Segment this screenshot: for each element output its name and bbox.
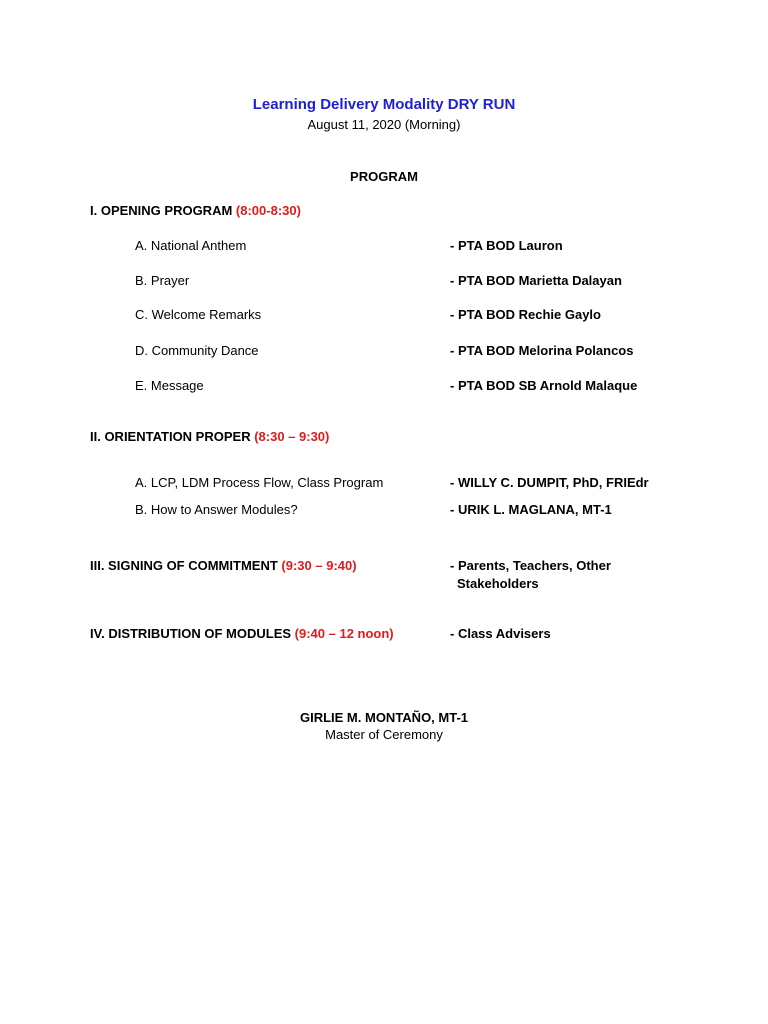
program-item-person: - PTA BOD Melorina Polancos xyxy=(450,343,634,358)
document-date: August 11, 2020 (Morning) xyxy=(307,117,461,132)
program-item-label: D. Community Dance xyxy=(135,343,259,358)
section-person: - Class Advisers xyxy=(450,626,551,641)
section-label: II. ORIENTATION PROPER xyxy=(90,429,251,444)
program-item-person: - WILLY C. DUMPIT, PhD, FRIEdr xyxy=(450,475,649,490)
program-item-person: - PTA BOD Lauron xyxy=(450,238,563,253)
program-heading: PROGRAM xyxy=(350,169,418,184)
section-person-continued: Stakeholders xyxy=(457,576,539,591)
section-signing-of-commitment xyxy=(90,558,357,573)
program-item-label: A. LCP, LDM Process Flow, Class Program xyxy=(135,475,384,490)
section-distribution-of-modules xyxy=(90,626,394,641)
mc-name: GIRLIE M. MONTAÑO, MT-1 xyxy=(299,710,469,725)
program-item-person: - PTA BOD SB Arnold Malaque xyxy=(450,378,638,393)
program-item-label: E. Message xyxy=(135,378,204,393)
program-item-label: C. Welcome Remarks xyxy=(135,307,262,322)
section-opening-program xyxy=(90,203,301,218)
section-label: I. OPENING PROGRAM xyxy=(90,203,233,218)
program-item-person: - PTA BOD Rechie Gaylo xyxy=(450,307,601,322)
document-title: Learning Delivery Modality DRY RUN xyxy=(252,96,516,113)
section-time: (9:30 – 9:40) xyxy=(281,558,357,573)
section-time: (8:00-8:30) xyxy=(235,203,301,218)
section-time: (8:30 – 9:30) xyxy=(254,429,330,444)
section-label: IV. DISTRIBUTION OF MODULES xyxy=(90,626,292,641)
mc-role: Master of Ceremony xyxy=(325,727,443,742)
section-label: III. SIGNING OF COMMITMENT xyxy=(90,558,278,573)
program-item-person: - PTA BOD Marietta Dalayan xyxy=(450,273,622,288)
program-item-label: B. Prayer xyxy=(135,273,190,288)
section-orientation-proper xyxy=(90,429,329,444)
program-item-label: A. National Anthem xyxy=(135,238,247,253)
program-item-person: - URIK L. MAGLANA, MT-1 xyxy=(450,502,612,517)
section-time: (9:40 – 12 noon) xyxy=(294,626,394,641)
program-item-label: B. How to Answer Modules? xyxy=(135,502,298,517)
section-person: - Parents, Teachers, Other xyxy=(450,558,611,573)
